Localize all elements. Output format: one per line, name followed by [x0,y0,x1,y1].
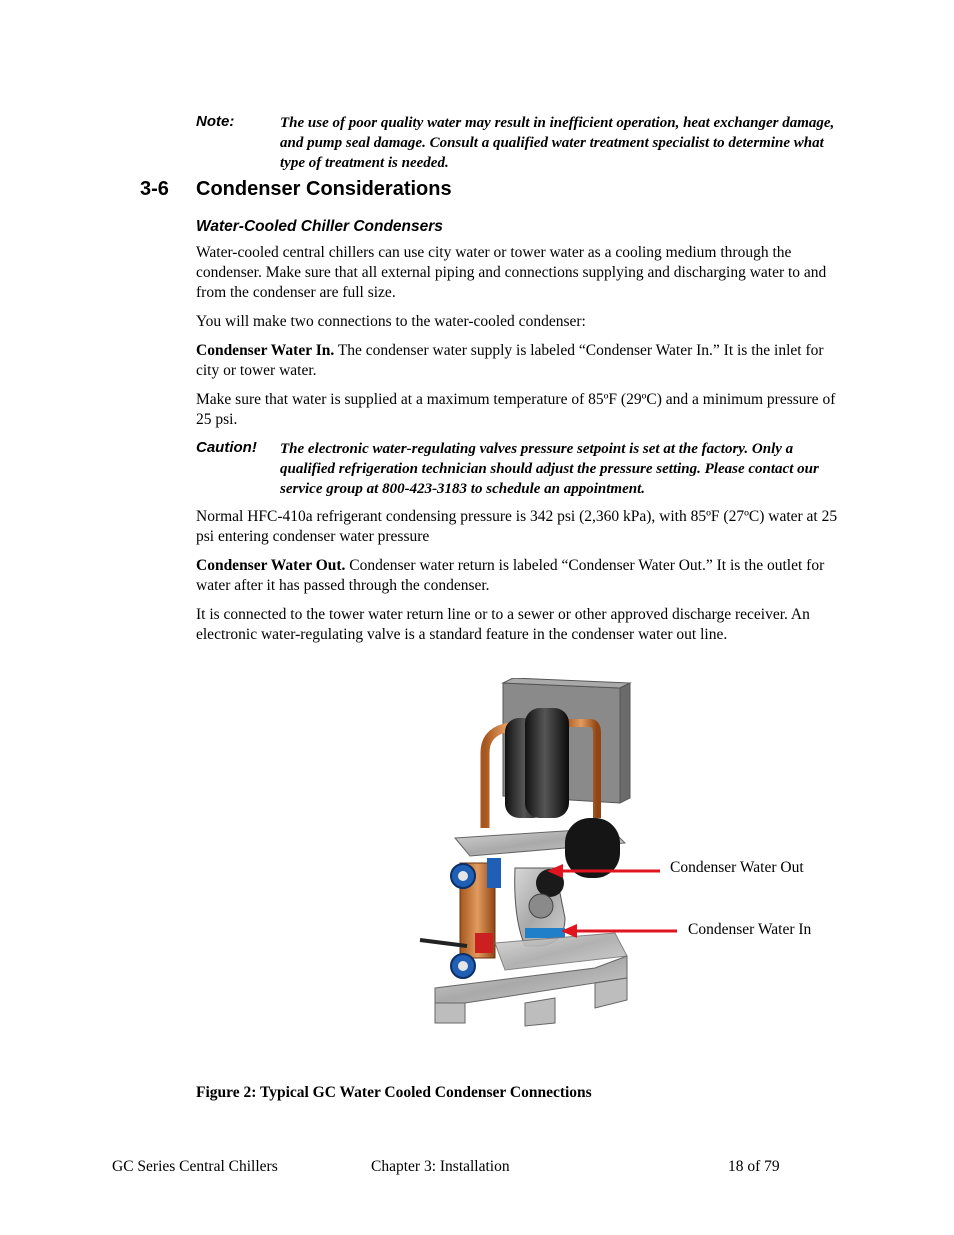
footer-chapter: Chapter 3: Installation [371,1158,510,1175]
callout-arrows [545,860,685,950]
arrow-water-out [547,864,660,878]
section-title: Condenser Considerations [196,178,452,200]
chiller-illustration [415,678,645,1038]
water-out-lead: Condenser Water Out. [196,557,346,574]
paragraph-connections: You will make two connections to the water-cooled condenser: [196,313,586,330]
paragraph-intro: Water-cooled central chillers can use city water or tower water as a cooling medium through the condenser. Make sure that all external piping and connections supplying and discharging water to and from the condenser are full size. [196,244,827,301]
note-text: The use of poor quality water may result in inefficient operation, heat exchanger damage, and pump seal damage. Consult a qualified water treatment specialist to determine what type of treatment is needed. [280,115,835,171]
footer-doc-title: GC Series Central Chillers [112,1158,278,1175]
subsection-title: Water-Cooled Chiller Condensers [196,218,443,235]
paragraph-refrigerant: Normal HFC-410a refrigerant condensing pressure is 342 psi (2,360 kPa), with 85ºF (27ºC) water at 25 psi entering condenser water pressure [196,508,838,545]
water-in-text: The condenser water supply is labeled “Condenser Water In.” It is the inlet for city or tower water. [196,342,824,379]
section-number: 3-6 [140,178,169,200]
caution-text: The electronic water-regulating valves pressure setpoint is set at the factory. Only a qualified refrigeration technician should adjust the pressure setting. Please contact our service group at 800-423-3183 to schedule an appointment. [280,441,819,497]
callout-water-out: Condenser Water Out [670,859,804,876]
arrow-water-in [561,924,677,938]
figure-caption: Figure 2: Typical GC Water Cooled Condenser Connections [196,1084,592,1101]
water-in-lead: Condenser Water In. [196,342,335,359]
paragraph-water-in [196,341,846,381]
paragraph-temperature: Make sure that water is supplied at a maximum temperature of 85ºF (29ºC) and a minimum pressure of 25 psi. [196,391,836,428]
paragraph-discharge: It is connected to the tower water return line or to a sewer or other approved discharge receiver. An electronic water-regulating valve is a standard feature in the condenser water out line. [196,606,810,643]
water-out-text: Condenser water return is labeled “Condenser Water Out.” It is the outlet for water after it has passed through the condenser. [196,557,825,594]
caution-label: Caution! [196,439,257,456]
note-label: Note: [196,113,235,130]
paragraph-water-out [196,556,846,596]
callout-water-in: Condenser Water In [688,921,812,938]
footer-page-number: 18 of 79 [728,1158,780,1175]
